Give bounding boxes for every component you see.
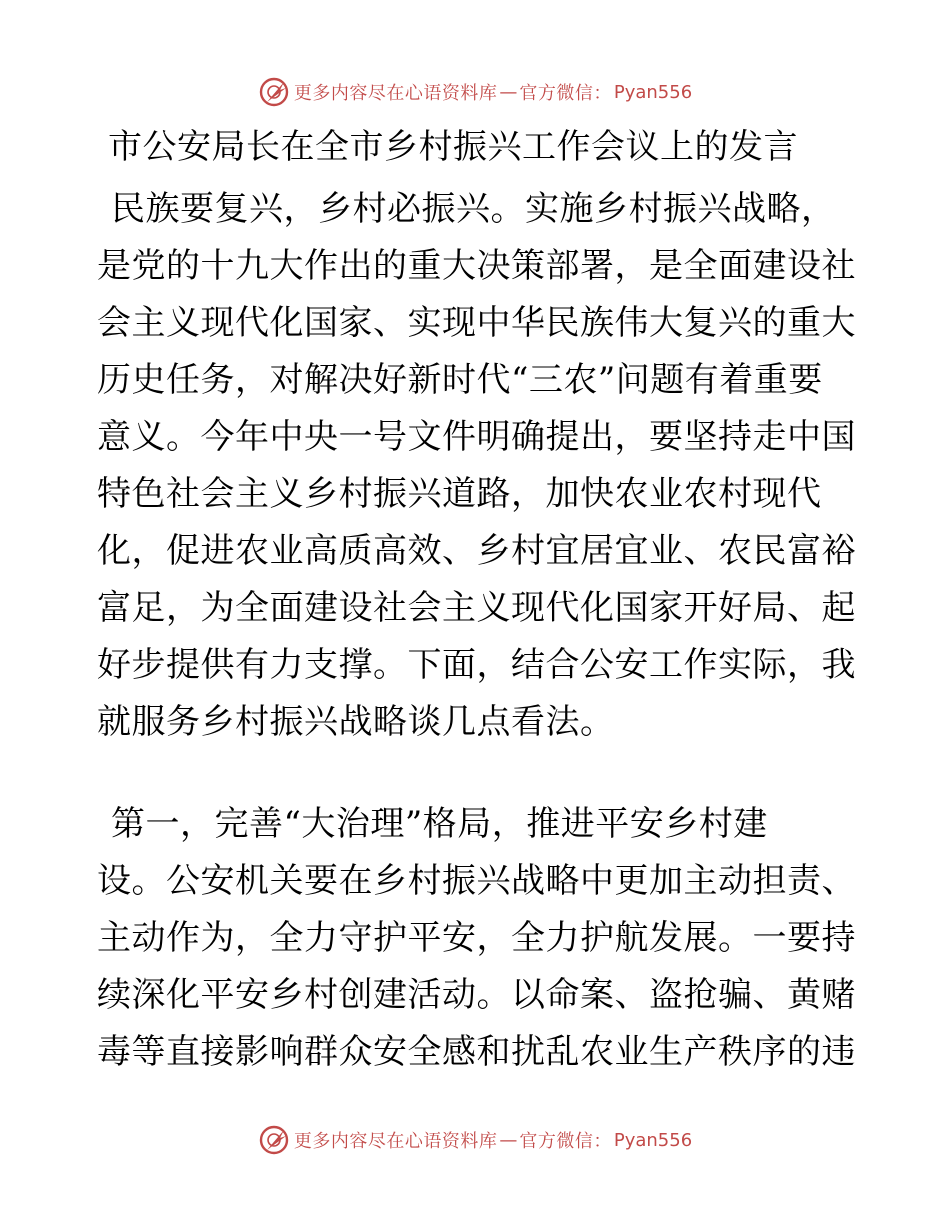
watermark-text: 更多内容尽在心语资料库 (293, 83, 498, 104)
watermark-wechat-account: Pyan556 (613, 81, 693, 103)
watermark-separator: — (499, 81, 518, 103)
paragraph-line: 主动作为，全力守护平安，全力护航发展。一要持 (97, 918, 856, 958)
paragraph-intro (97, 181, 857, 751)
watermark-wechat-account: Pyan556 (613, 1129, 693, 1151)
document-title: 市公安局长在全市乡村振兴工作会议上的发言 (108, 127, 798, 167)
paragraph-line: 是党的十九大作出的重大决策部署，是全面建设社 (97, 246, 856, 286)
watermark-wechat-label: 官方微信： (519, 1131, 612, 1152)
watermark-separator: — (499, 1129, 518, 1151)
paragraph-line: 设。公安机关要在乡村振兴战略中更加主动担责、 (97, 861, 856, 901)
paragraph-line: 好步提供有力支撑。下面，结合公安工作实际，我 (97, 645, 856, 685)
paragraph-line: 第一，完善“大治理”格局，推进平安乡村建 (111, 804, 768, 844)
paragraph-line: 特色社会主义乡村振兴道路，加快农业农村现代 (97, 474, 822, 514)
watermark-wechat-label: 官方微信： (519, 83, 612, 104)
paragraph-line: 就服务乡村振兴战略谈几点看法。 (97, 702, 615, 742)
quill-logo-icon (258, 76, 290, 108)
footer-watermark (0, 1120, 950, 1160)
paragraph-first-point (97, 796, 857, 1081)
quill-logo-icon (258, 1124, 290, 1156)
paragraph-line: 毒等直接影响群众安全感和扰乱农业生产秩序的违 (97, 1032, 856, 1072)
watermark-text: 更多内容尽在心语资料库 (293, 1131, 498, 1152)
paragraph-line: 富足，为全面建设社会主义现代化国家开好局、起 (97, 588, 856, 628)
paragraph-line: 意义。今年中央一号文件明确提出，要坚持走中国 (97, 417, 856, 457)
paragraph-line: 会主义现代化国家、实现中华民族伟大复兴的重大 (97, 303, 856, 343)
paragraph-line: 化，促进农业高质高效、乡村宜居宜业、农民富裕 (97, 531, 856, 571)
paragraph-line: 民族要复兴，乡村必振兴。实施乡村振兴战略， (111, 189, 836, 229)
paragraph-line: 历史任务，对解决好新时代“三农”问题有着重要 (97, 360, 823, 400)
header-watermark (0, 72, 950, 112)
paragraph-line: 续深化平安乡村创建活动。以命案、盗抢骗、黄赌 (97, 975, 856, 1015)
